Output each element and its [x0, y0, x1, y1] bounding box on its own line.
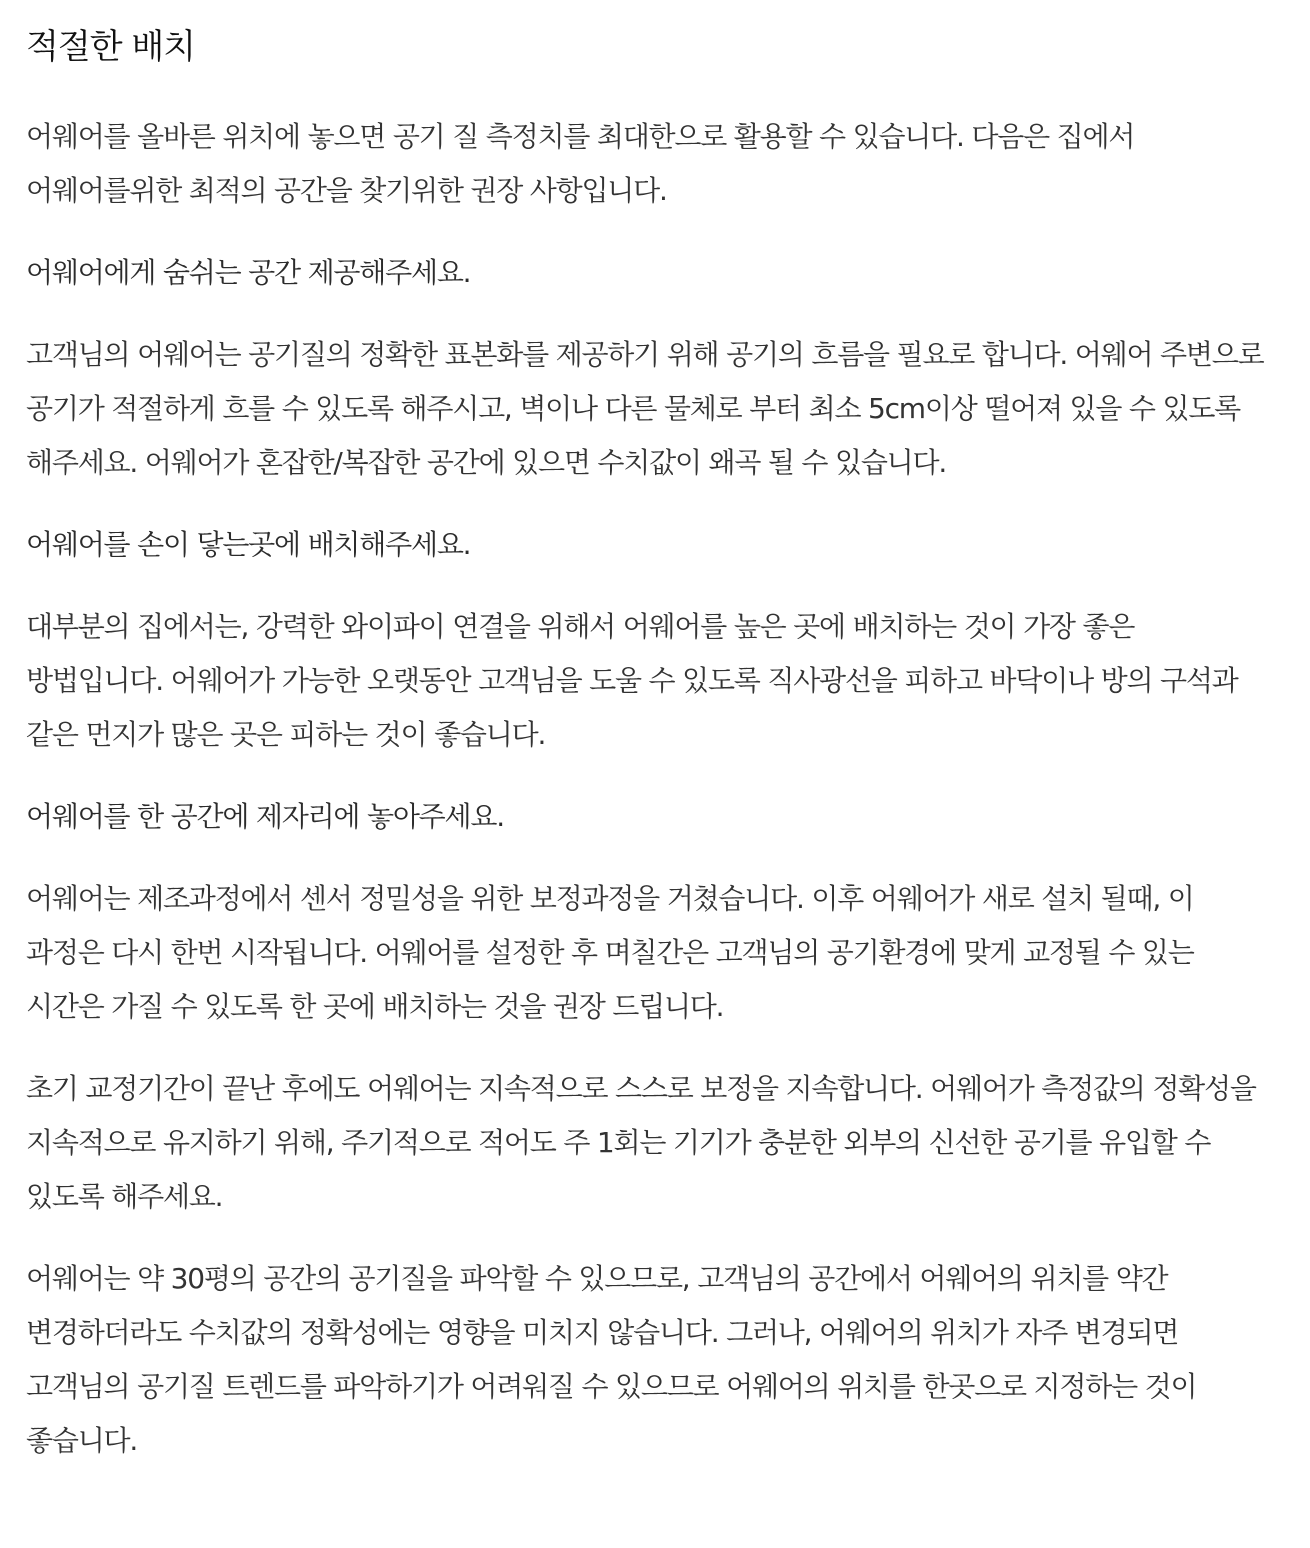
paragraph-coverage: 어웨어는 약 30평의 공간의 공기질을 파악할 수 있으므로, 고객님의 공간에서 어웨어의 위치를 약간 변경하더라도 수치값의 정확성에는 영향을 미치지 않습니다. 그러나, 어웨어의 위치가 자주 변경되면 고객님의 공기질 트렌드를 파악하기가 어려워질 수 있으므로 어웨어의 위치를 한곳으로 지정하는 것이 좋습니다. [26, 1262, 1197, 1457]
paragraph-ongoing-calibration: 초기 교정기간이 끝난 후에도 어웨어는 지속적으로 스스로 보정을 지속합니다. 어웨어가 측정값의 정확성을 지속적으로 유지하기 위해, 주기적으로 적어도 주 1회는 기기가 충분한 외부의 신선한 공기를 유입할 수 있도록 해주세요. [26, 1072, 1256, 1213]
section-heading-stay-in-place: 어웨어를 한 공간에 제자리에 놓아주세요. [26, 800, 504, 833]
paragraph-airflow: 고객님의 어웨어는 공기질의 정확한 표본화를 제공하기 위해 공기의 흐름을 필요로 합니다. 어웨어 주변으로 공기가 적절하게 흐를 수 있도록 해주시고, 벽이나 다른 물체로 부터 최소 5cm이상 떨어져 있을 수 있도록 해주세요. 어웨어가 혼잡한/복잡한 공간에 있으면 수치값이 왜곡 될 수 있습니다. [26, 338, 1264, 479]
intro-paragraph: 어웨어를 올바른 위치에 놓으면 공기 질 측정치를 최대한으로 활용할 수 있습니다. 다음은 집에서 어웨어를위한 최적의 공간을 찾기위한 권장 사항입니다. [26, 120, 1135, 207]
section-heading-reach: 어웨어를 손이 닿는곳에 배치해주세요. [26, 528, 471, 561]
paragraph-calibration: 어웨어는 제조과정에서 센서 정밀성을 위한 보정과정을 거쳤습니다. 이후 어웨어가 새로 설치 될때, 이 과정은 다시 한번 시작됩니다. 어웨어를 설정한 후 며칠간은 고객님의 공기환경에 맞게 교정될 수 있는 시간은 가질 수 있도록 한 곳에 배치하는 것을 권장 드립니다. [26, 882, 1194, 1023]
section-heading-breathing-space: 어웨어에게 숨쉬는 공간 제공해주세요. [26, 256, 471, 289]
page-title: 적절한 배치 [26, 27, 196, 67]
paragraph-placement-height: 대부분의 집에서는, 강력한 와이파이 연결을 위해서 어웨어를 높은 곳에 배치하는 것이 가장 좋은 방법입니다. 어웨어가 가능한 오랫동안 고객님을 도울 수 있도록 직사광선을 피하고 바닥이나 방의 구석과 같은 먼지가 많은 곳은 피하는 것이 좋습니다. [26, 610, 1238, 751]
